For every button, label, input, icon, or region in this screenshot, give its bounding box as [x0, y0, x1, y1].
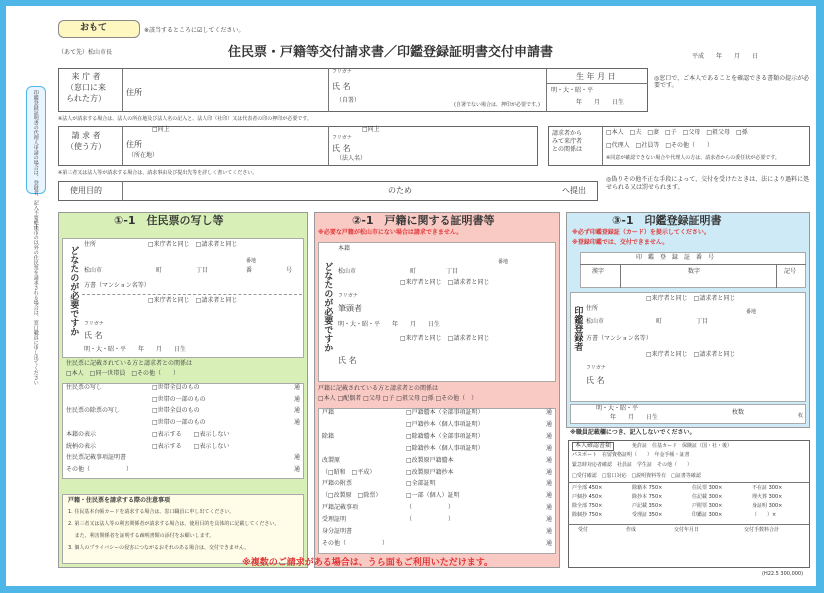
- blue-addr: 住所: [586, 305, 599, 312]
- pink-row-key: 受理証明: [322, 516, 347, 524]
- blue-maisu: 枚数: [732, 409, 745, 416]
- pink-row-option[interactable]: □改製原戸籍抄本: [406, 468, 454, 476]
- pink-vertical: どなたのが必要ですか: [322, 262, 333, 352]
- visitor-furigana: フリガナ: [332, 69, 352, 75]
- pink-row-option[interactable]: □戸籍抄本（個人事項証明）: [406, 420, 484, 428]
- visitor-address[interactable]: 住所: [126, 88, 142, 97]
- fee-item: 住記載 300×: [692, 494, 723, 500]
- pink-row-key: 身分証明書: [322, 528, 353, 535]
- fee-item: 除個抄 750×: [572, 512, 603, 518]
- reg-suji: 数字: [688, 268, 701, 275]
- pink-row-count[interactable]: 通: [546, 492, 553, 500]
- green-chome: 丁目: [196, 267, 209, 274]
- pink-row-option[interactable]: □除籍謄本（全部事項証明）: [406, 432, 484, 440]
- pink-row-option[interactable]: □全部証明: [406, 480, 436, 488]
- purpose-section: [58, 181, 598, 201]
- pink-row-count[interactable]: 通: [546, 539, 553, 547]
- green-row-option[interactable]: □世帯の一部のもの: [152, 419, 206, 427]
- note-line: 2. 第三者又は法人等の利害関係者が請求する場合は、使用目的を具体的に記載してください。: [68, 521, 280, 527]
- fee-item: 受理証 350×: [632, 512, 663, 518]
- pink-birth[interactable]: 明・大・昭・平 年 月 日生: [338, 321, 441, 328]
- pink-cho: 町: [410, 268, 417, 275]
- pink-hittousha[interactable]: 筆頭者: [338, 304, 362, 313]
- visitor-sign-note: (自署でない場合は、押印が必要です。): [454, 102, 541, 108]
- visitor-name[interactable]: 氏 名: [332, 82, 351, 91]
- green-mansion[interactable]: 方書（マンション名等）: [84, 282, 150, 289]
- id-note: ◎窓口で、ご本人であることを確認できる書類の提示が必要です。: [654, 75, 810, 89]
- green-row-key: 続柄の表示: [66, 442, 97, 450]
- pink-banchi: 番地: [498, 259, 509, 265]
- purpose-mid[interactable]: のため: [388, 186, 412, 195]
- relation-note: ※同意が確認できない場合や代理人の方は、請求者からの委任状が必要です。: [606, 155, 780, 161]
- form-code: (H22.5 300,000): [762, 571, 804, 577]
- pink-row-count[interactable]: 通: [546, 420, 553, 428]
- fee-item: 戸記載 350×: [632, 503, 663, 509]
- requester-label: 請 求 者 （使う方）: [66, 131, 106, 152]
- visitor-sign: （自署）: [336, 97, 361, 104]
- pink-row-count[interactable]: 通: [546, 409, 553, 416]
- pink-row-option[interactable]: □除籍抄本（個人事項証明）: [406, 444, 484, 452]
- green-row-count[interactable]: 通: [294, 395, 301, 403]
- visitor-ymd[interactable]: 年 月 日生: [576, 99, 625, 106]
- pink-chome: 丁目: [446, 268, 459, 275]
- side-note: 印鑑登録証明書の代理人申請の場合は、登録者、記入不要です: [32, 90, 39, 230]
- staff-foot-label: 交付年月日: [674, 527, 700, 533]
- pink-row-count[interactable]: 通: [546, 516, 553, 524]
- blue-warn-1: ※必ず印鑑登録証（カード）を提示してください。: [572, 229, 710, 236]
- blue-warn-2: ※登録印鑑では、交付できません。: [572, 239, 669, 246]
- visitor-era[interactable]: 明・大・昭・平: [551, 87, 594, 94]
- green-city: 松山市: [84, 267, 103, 274]
- requester-name[interactable]: 氏 名: [332, 144, 351, 153]
- green-row-key: その他（ ）: [66, 465, 133, 473]
- blue-title: ③-1 印鑑登録証明書: [612, 214, 722, 227]
- blue-person-box: [570, 292, 806, 402]
- requester-same-2[interactable]: □同上: [362, 126, 380, 133]
- pink-row-option[interactable]: （ ）: [406, 504, 455, 512]
- fee-item: 戸附票 300×: [692, 503, 723, 509]
- pink-row-key: 改製原: [322, 456, 341, 464]
- green-row-key: 住民票記載事項証明書: [66, 454, 127, 462]
- green-row-option[interactable]: □世帯の一部のもの: [152, 395, 206, 403]
- pink-row-key: その他（ ）: [322, 539, 389, 547]
- fraud-note: ◎偽りその他不正な手段によって、交付を受けたときは、法により過料に処せられる又は罰せられます。: [606, 176, 810, 192]
- green-row-option[interactable]: □表示する □表示しない: [152, 442, 230, 450]
- pink-row-key: 戸籍の附票: [322, 480, 353, 488]
- staff-checks: □受付確認 □窓口対応 □説明資料等有 □証書等確認: [572, 473, 701, 479]
- visitor-label: 来 庁 者 （窓口に来 られた方）: [66, 72, 106, 104]
- fee-item: 戸個抄 450×: [572, 494, 603, 500]
- pink-row-count[interactable]: 通: [546, 444, 553, 452]
- green-vertical: どなたのが必要ですか: [68, 246, 79, 336]
- green-same-2[interactable]: □来庁者と同じ □請求者と同じ: [148, 297, 238, 304]
- green-addr: 住所: [84, 241, 97, 248]
- pink-row-count[interactable]: 通: [546, 468, 553, 476]
- blue-birth-2[interactable]: 年 月 日生: [610, 414, 659, 421]
- blue-chome: 丁目: [696, 318, 709, 325]
- form-title: 住民票・戸籍等交付請求書／印鑑登録証明書交付申請書: [228, 45, 554, 60]
- purpose-label: 使用目的: [70, 186, 102, 195]
- fee-item: 埋火葬 300×: [752, 494, 783, 500]
- green-row-count[interactable]: 通: [294, 407, 301, 415]
- green-row-count[interactable]: 通: [294, 384, 301, 391]
- green-row-key: 住民票の除票の写し: [66, 407, 121, 415]
- requester-same-1[interactable]: □同上: [152, 126, 170, 133]
- staff-id-title: 本人確認書類: [572, 442, 614, 451]
- fee-item: 除籍本 750×: [632, 485, 663, 491]
- pink-row-count[interactable]: 通: [546, 456, 553, 464]
- green-birth[interactable]: 明・大・昭・平 年 月 日生: [84, 346, 187, 353]
- pink-rows-box: [318, 408, 556, 554]
- addressee: （あて先）松山市長: [58, 49, 113, 56]
- fee-item: 住民票 300×: [692, 485, 723, 491]
- green-row-key: 本籍の表示: [66, 430, 97, 438]
- purpose-end[interactable]: へ提出: [562, 186, 586, 195]
- staff-foot-label: 受付: [578, 527, 589, 533]
- pink-furigana: フリガナ: [338, 293, 358, 299]
- reg-title: 印 鑑 登 録 証 番 号: [636, 254, 715, 261]
- blue-mansion[interactable]: 方書（マンション名等）: [586, 335, 652, 342]
- green-row-option[interactable]: □表示する □表示しない: [152, 430, 230, 438]
- blue-furigana: フリガナ: [586, 365, 606, 371]
- pink-city: 松山市: [338, 268, 357, 275]
- note-line: 1. 住民基本台帳カードを請求する場合は、窓口職員に申し出てください。: [68, 509, 235, 515]
- green-row-count[interactable]: 通: [294, 419, 301, 427]
- pink-row-count[interactable]: 通: [546, 528, 553, 535]
- pink-row-key: （□昭和 □平成）: [322, 468, 376, 476]
- pink-row-option[interactable]: （ ）: [406, 516, 455, 524]
- blue-name[interactable]: 氏 名: [586, 376, 605, 385]
- check-note: ※該当するところに☑してください。: [144, 27, 245, 34]
- fee-item: 除抄本 750×: [632, 494, 663, 500]
- requester-corp-address: （所在地）: [128, 152, 159, 159]
- date-field[interactable]: 平成 年 月 日: [692, 53, 759, 60]
- fee-item: 不在証 300×: [752, 485, 783, 491]
- pink-honseki: 本籍: [338, 245, 351, 252]
- green-title: ①-1 住民票の写し等: [114, 214, 224, 227]
- bottom-note: ※複数のご請求がある場合は、うら面もご利用いただけます。: [242, 558, 494, 568]
- blue-same[interactable]: □来庁者と同じ □請求者と同じ: [646, 295, 736, 302]
- blue-cho: 町: [656, 318, 663, 325]
- requester-corp-name: （法人名）: [336, 155, 367, 162]
- staff-ids-2: パスポート 在留資格証明（ ） 年金手帳・証書: [572, 452, 690, 458]
- pink-rel-opts[interactable]: □本人 □配偶者 □父母 □子 □祖父母 □孫 □その他（ ）: [318, 395, 478, 402]
- reg-kigo: 記号: [784, 268, 797, 275]
- green-banchi: 番地: [246, 258, 257, 264]
- blue-vertical: 印鑑登録者: [572, 306, 583, 351]
- green-furigana: フリガナ: [84, 321, 104, 327]
- requester-furigana: フリガナ: [332, 135, 352, 141]
- green-row-key: 住民票の写し: [66, 384, 103, 391]
- pink-rel: 戸籍に記載されている方と請求者との関係は: [318, 385, 439, 392]
- pink-name[interactable]: 氏 名: [338, 356, 357, 365]
- third-party-note: ※第三者又は法人等が請求する場合は、請求事由及び提出先等を詳しく書いてください。: [58, 170, 258, 176]
- green-rel: 住民票に記載されている方と請求者との関係は: [66, 360, 193, 367]
- omote-label: おもて: [80, 23, 108, 33]
- green-row-count[interactable]: 通: [294, 465, 301, 473]
- pink-row-option[interactable]: □一部（個人）証明: [406, 492, 460, 500]
- green-same[interactable]: □来庁者と同じ □請求者と同じ: [148, 241, 238, 248]
- pink-title: ②-1 戸籍に関する証明書等: [352, 214, 495, 227]
- staff-foot-label: 交付手数料合計: [744, 527, 780, 533]
- fee-item: 除全部 750×: [572, 503, 603, 509]
- green-ban: 番: [246, 267, 253, 274]
- fee-item: 印鑑証 300×: [692, 512, 723, 518]
- blue-city: 松山市: [586, 318, 605, 325]
- green-name[interactable]: 氏 名: [84, 331, 103, 340]
- staff-title: ※職員記載欄につき、記入しないでください。: [570, 429, 696, 436]
- relation-opts-2[interactable]: □代理人 □社員等 □その他（ ）: [606, 142, 714, 149]
- blue-mai: 枚: [798, 413, 804, 419]
- pink-warn: ※必要な戸籍が松山市にない場合は請求できません。: [318, 229, 463, 236]
- pink-row-count[interactable]: 通: [546, 504, 553, 512]
- staff-foot-label: 作成: [626, 527, 637, 533]
- blue-banchi: 番地: [746, 309, 757, 315]
- pink-row-key: 戸籍記載事項: [322, 504, 359, 512]
- corp-note: ※法人が請求する場合は、法人の所在地及び法人名の記入と、法人印（社印）又は代表者の印の押印が必要です。: [58, 116, 312, 122]
- pink-row-count[interactable]: 通: [546, 480, 553, 488]
- visitor-birth: 生 年 月 日: [576, 72, 616, 81]
- relation-label: 請求者から みて来庁者 との関係は: [552, 130, 583, 154]
- notes-title: 戸籍・住民票を請求する際の注意事項: [68, 497, 171, 504]
- relation-opts-1[interactable]: □本人 □夫 □妻 □子 □父母 □祖父母 □孫: [606, 129, 748, 136]
- staff-ids-3: 緊急時対応者確認 社員証 学生証 その他（ ）: [572, 462, 693, 468]
- pink-row-option[interactable]: □戸籍謄本（全部事項証明）: [406, 409, 484, 416]
- pink-same-2[interactable]: □来庁者と同じ □請求者と同じ: [400, 335, 490, 342]
- pink-row-key: 戸籍: [322, 409, 335, 416]
- green-rel-opts[interactable]: □本人 □同一世帯員 □その他（ ）: [66, 370, 180, 377]
- blue-same-2[interactable]: □来庁者と同じ □請求者と同じ: [646, 351, 736, 358]
- fee-item: 戸全部 450×: [572, 485, 603, 491]
- note-line: また、利害関係者を証明する疎明書類の添付をお願いします。: [68, 533, 215, 539]
- requester-address[interactable]: 住所: [126, 140, 142, 149]
- pink-row-key: 除籍: [322, 432, 335, 440]
- green-row-option[interactable]: □世帯全員のもの: [152, 407, 200, 415]
- pink-same[interactable]: □来庁者と同じ □請求者と同じ: [400, 279, 490, 286]
- fee-item: 身証明 300×: [752, 503, 783, 509]
- pink-row-key: （□改製原 □除票）: [322, 492, 382, 500]
- fee-item: （ ）×: [752, 512, 777, 518]
- note-line: 3. 個人のプライバシーの侵害につながるおそれのある場合は、交付できません。: [68, 545, 250, 551]
- pink-row-count[interactable]: 通: [546, 432, 553, 440]
- pink-row-option[interactable]: □改製原戸籍謄本: [406, 456, 454, 464]
- form-sheet: [6, 6, 816, 586]
- green-row-count[interactable]: 通: [294, 454, 301, 462]
- reg-kanji: 漢字: [592, 268, 605, 275]
- green-cho: 町: [156, 267, 163, 274]
- blue-birth[interactable]: 明・大・昭・平: [596, 405, 639, 412]
- green-row-option[interactable]: □世帯全員のもの: [152, 384, 200, 391]
- staff-ids: 免許証 住基カード 保険証（国・社・後）: [632, 443, 733, 449]
- side-note-2: 松山市の以外の住民票を請求される場合は、窓口職員に申し出てください: [32, 220, 39, 385]
- green-go: 号: [286, 267, 293, 274]
